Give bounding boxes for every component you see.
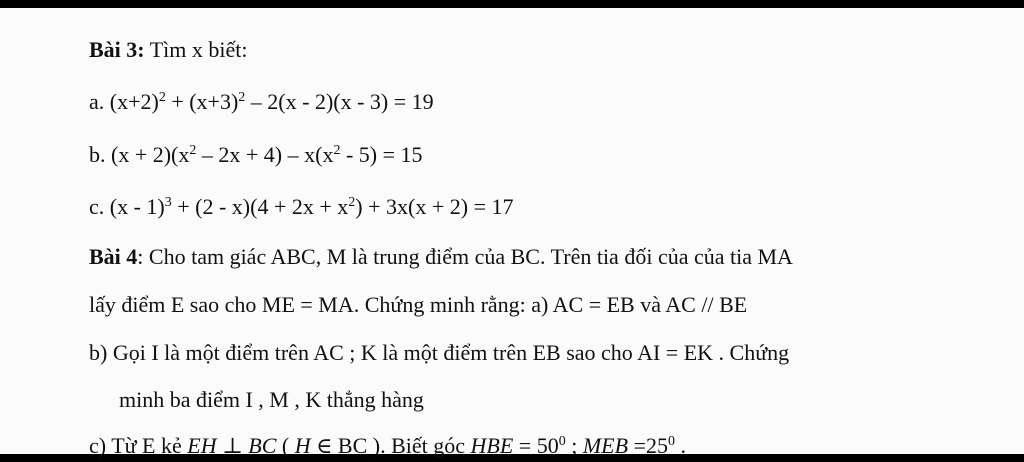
bai3-item-b <box>89 142 423 168</box>
bai4-line-2: lấy điểm E sao cho ME = MA. Chứng minh rằng: a) AC = EB và AC // BE <box>89 292 748 317</box>
bai4-label: Bài 4 <box>89 244 138 269</box>
equation: $(x+2)^2 + (x+3)^2 - 2(x - 2)(x - 3) = 19$ <box>109 89 434 114</box>
bai4-line-4: minh ba điểm I , M , K thẳng hàng <box>119 387 424 412</box>
equation: $(x - 1)^3 + (2 - x)(4 + 2x + x^2) + 3x(x + 2) = 17$ <box>109 194 514 219</box>
bai4-line-3: b) Gọi I là một điểm trên AC ; K là một điểm trên EB sao cho AI = EK . Chứng <box>89 340 790 365</box>
item-prefix: a. <box>89 89 105 114</box>
bai3-item-c <box>89 194 513 220</box>
bai3-item-a <box>89 89 434 115</box>
item-prefix: c. <box>89 194 105 219</box>
equation: $(x + 2)(x^2 - 2x + 4) - x(x^2 - 5) = 15$ <box>111 142 423 167</box>
bai3-heading <box>89 37 248 63</box>
bai4-line-5: c) Từ E kẻ EH ⊥ BC ( H ∈ BC ). Biết góc HBE = $50^0$ ; MEB $=25^0$ . <box>89 433 686 458</box>
bai3-label: Bài 3: <box>89 37 145 62</box>
bai4-text: : Cho tam giác ABC, M là trung điểm của BC. Trên tia đối của của tia MA <box>137 244 793 269</box>
document-page <box>0 8 1024 458</box>
bai3-title: Tìm x biết: <box>144 37 248 62</box>
bai4-line-1 <box>89 244 793 270</box>
item-prefix: b. <box>89 142 106 167</box>
